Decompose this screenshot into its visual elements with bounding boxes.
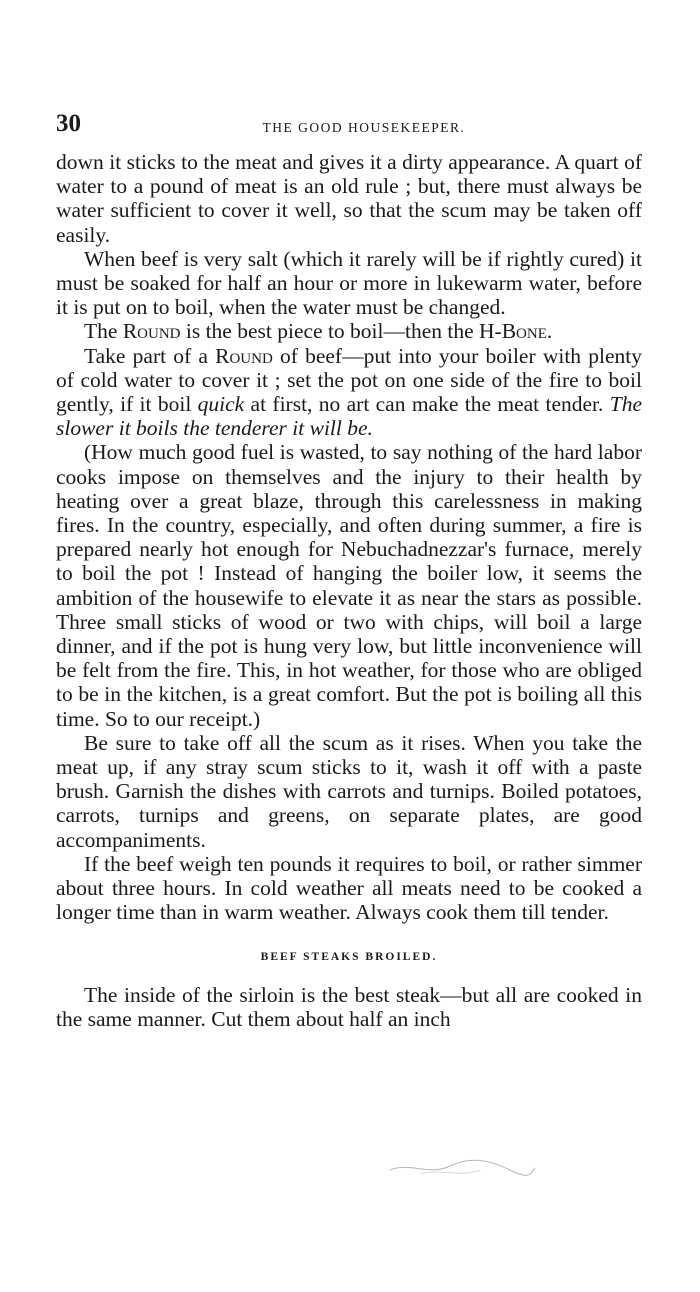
paragraph-round-best	[56, 319, 642, 343]
round-text-mid: is the best piece to boil—then the H-	[180, 319, 502, 344]
paragraph-scum: Be sure to take off all the scum as it rises. When you take the meat up, if any stray scum sticks to it, wash it off with a paste brush. Garnish the dishes with carrots and turnips. Boiled potatoes, carrots, turnips and greens, on separate plates, are good accompaniments.	[56, 730, 642, 852]
paragraph-steaks: The inside of the sirloin is the best steak—but all are cooked in the same manner. Cut them about half an inch	[56, 982, 642, 1031]
method-text-pre: Take part of a	[84, 343, 216, 368]
page-number: 30	[56, 110, 81, 137]
running-title: THE GOOD HOUSEKEEPER.	[262, 120, 466, 135]
section-heading: BEEF STEAKS BROILED.	[260, 950, 438, 963]
bone-small-caps: Bone.	[501, 319, 553, 344]
quick-italic: quick	[197, 392, 245, 417]
round-text-pre: The	[84, 319, 123, 344]
paragraph-continuation: down it sticks to the meat and gives it a dirty appearance. A quart of water to a pound of meat is an old rule ; but, there must always be water sufficient to cover it well, so that the scum may be taken off easily.	[56, 150, 642, 247]
ink-smudge-ornament	[380, 1152, 540, 1182]
paragraph-boiling-method	[56, 344, 642, 441]
method-round-small-caps: Round	[215, 343, 273, 368]
method-text-mid2: at first, no art can make the meat tender.	[244, 392, 610, 417]
page-header	[56, 110, 642, 144]
paragraph-salt-beef: When beef is very salt (which it rarely will be if rightly cured) it must be soaked for half an hour or more in lukewarm water, before it is put on to boil, when the water must be changed.	[56, 246, 642, 320]
paragraph-fuel-digression: (How much good fuel is wasted, to say nothing of the hard labor cooks impose on themselves and the injury to their health by heating over a great blaze, through this carelessness in making fires. In the country, especially, and often during summer, a fire is prepared nearly hot enough for Nebuchadnezzar's furnace, merely to boil the pot ! Instead of hanging the boiler low, it seems the ambition of the housewife to elevate it as near the stars as possible. Three small sticks of wood or two with chips, will boil a large dinner, and if the pot is hung very low, but little inconvenience will be felt from the fire. This, in hot weather, for those who are obliged to be in the kitchen, is a great comfort. But the pot is boiling all this time. So to our receipt.)	[56, 440, 642, 731]
page-body	[56, 150, 642, 1031]
slower-italic: The slower it boils the tenderer it will be.	[56, 392, 642, 441]
round-small-caps: Round	[122, 319, 181, 344]
paragraph-timing: If the beef weigh ten pounds it requires to boil, or rather simmer about three hours. In cold weather all meats need to be cooked a longer time than in warm weather. Always cook them till tender.	[56, 851, 642, 925]
method-text-mid: of beef—put into your boiler with plenty of cold water to cover it ; set the pot on one side of the fire to boil gently, if it boil	[56, 343, 642, 417]
